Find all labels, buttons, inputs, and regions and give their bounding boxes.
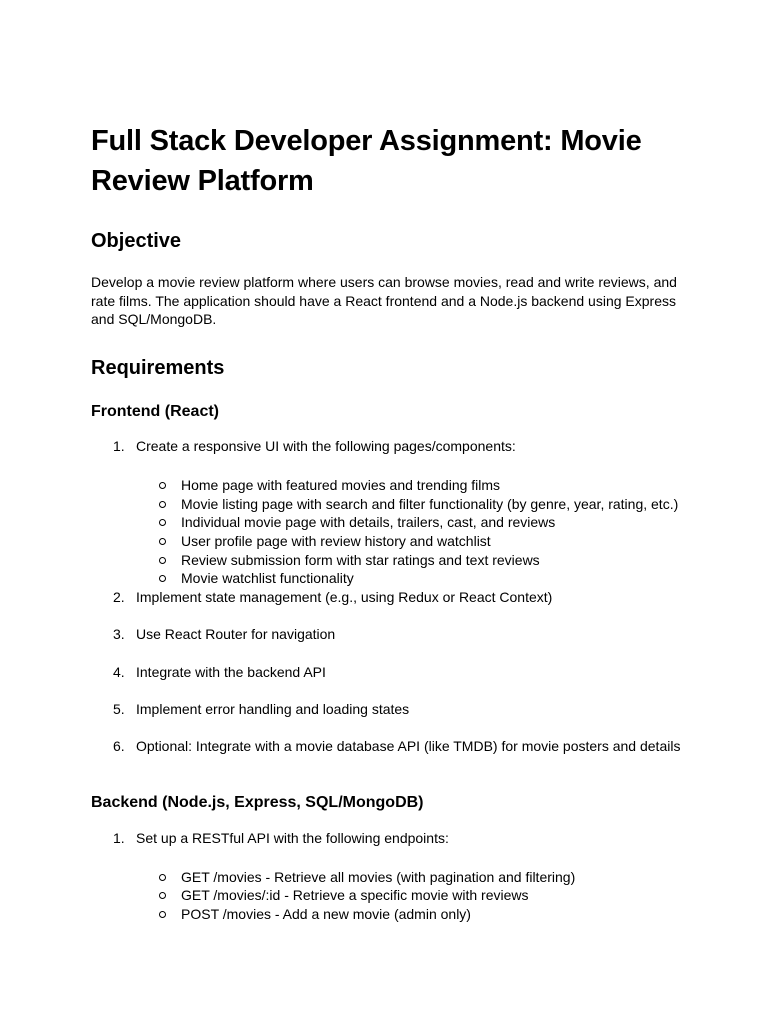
hollow-bullet-icon — [159, 519, 166, 526]
sublist-item — [91, 513, 691, 532]
list-item-text: Set up a RESTful API with the following endpoints: — [136, 829, 449, 846]
list-number: 1. — [113, 438, 125, 455]
sublist-item — [91, 495, 691, 514]
hollow-bullet-icon — [159, 892, 166, 899]
list-item-text: Implement error handling and loading states — [136, 700, 410, 717]
frontend-requirements-list — [91, 437, 691, 756]
objective-paragraph: Develop a movie review platform where users can browse movies, read and write reviews, and rate films. The application should have a React frontend and a Node.js backend using Express and SQL/MongoDB. — [91, 274, 677, 328]
requirements-heading: Requirements — [91, 357, 225, 380]
list-number: 2. — [113, 589, 125, 606]
list-number: 1. — [113, 829, 125, 846]
list-item-text: Optional: Integrate with a movie database API (like TMDB) for movie posters and details — [136, 738, 681, 755]
sublist-item-text: GET /movies/:id - Retrieve a specific movie with reviews — [181, 887, 529, 904]
sublist-item-text: Individual movie page with details, trailers, cast, and reviews — [181, 514, 556, 531]
list-item-text: Use React Router for navigation — [136, 626, 336, 643]
document-title: Full Stack Developer Assignment: Movie Review Platform — [91, 125, 642, 197]
sublist-item — [91, 532, 691, 551]
document-content — [91, 121, 691, 924]
hollow-bullet-icon — [159, 575, 166, 582]
hollow-bullet-icon — [159, 501, 166, 508]
sublist-item-text: POST /movies - Add a new movie (admin only) — [181, 906, 471, 923]
sublist-item-text: Movie listing page with search and filter functionality (by genre, year, rating, etc.) — [181, 495, 679, 512]
list-number: 5. — [113, 700, 125, 717]
frontend-pages-sublist — [136, 476, 691, 588]
sublist-item — [91, 551, 691, 570]
list-item — [91, 700, 691, 719]
list-item — [91, 663, 691, 682]
sublist-item — [91, 868, 691, 887]
list-item — [91, 437, 691, 588]
objective-heading: Objective — [91, 230, 182, 252]
list-number: 3. — [113, 626, 125, 643]
sublist-item-text: User profile page with review history and watchlist — [181, 532, 491, 549]
hollow-bullet-icon — [159, 538, 166, 545]
sublist-item — [91, 905, 691, 924]
list-item — [91, 588, 691, 607]
list-item — [91, 829, 691, 924]
list-item-text: Implement state management (e.g., using Redux or React Context) — [136, 589, 553, 606]
list-number: 4. — [113, 663, 125, 680]
sublist-item-text: Movie watchlist functionality — [181, 570, 354, 587]
backend-requirements-list — [91, 829, 691, 924]
list-item — [91, 625, 691, 644]
hollow-bullet-icon — [159, 482, 166, 489]
list-item — [91, 737, 691, 756]
sublist-item-text: Home page with featured movies and trending films — [181, 476, 501, 493]
frontend-heading: Frontend (React) — [91, 403, 219, 421]
backend-endpoints-sublist — [136, 868, 691, 924]
sublist-item — [91, 569, 691, 588]
sublist-item-text: Review submission form with star ratings and text reviews — [181, 551, 540, 568]
sublist-item — [91, 886, 691, 905]
list-item-text: Create a responsive UI with the following pages/components: — [136, 438, 516, 455]
hollow-bullet-icon — [159, 874, 166, 881]
list-number: 6. — [113, 738, 125, 755]
sublist-item-text: GET /movies - Retrieve all movies (with pagination and filtering) — [181, 868, 576, 885]
list-item-text: Integrate with the backend API — [136, 663, 326, 680]
sublist-item — [91, 476, 691, 495]
backend-heading: Backend (Node.js, Express, SQL/MongoDB) — [91, 793, 424, 811]
hollow-bullet-icon — [159, 557, 166, 564]
hollow-bullet-icon — [159, 911, 166, 918]
